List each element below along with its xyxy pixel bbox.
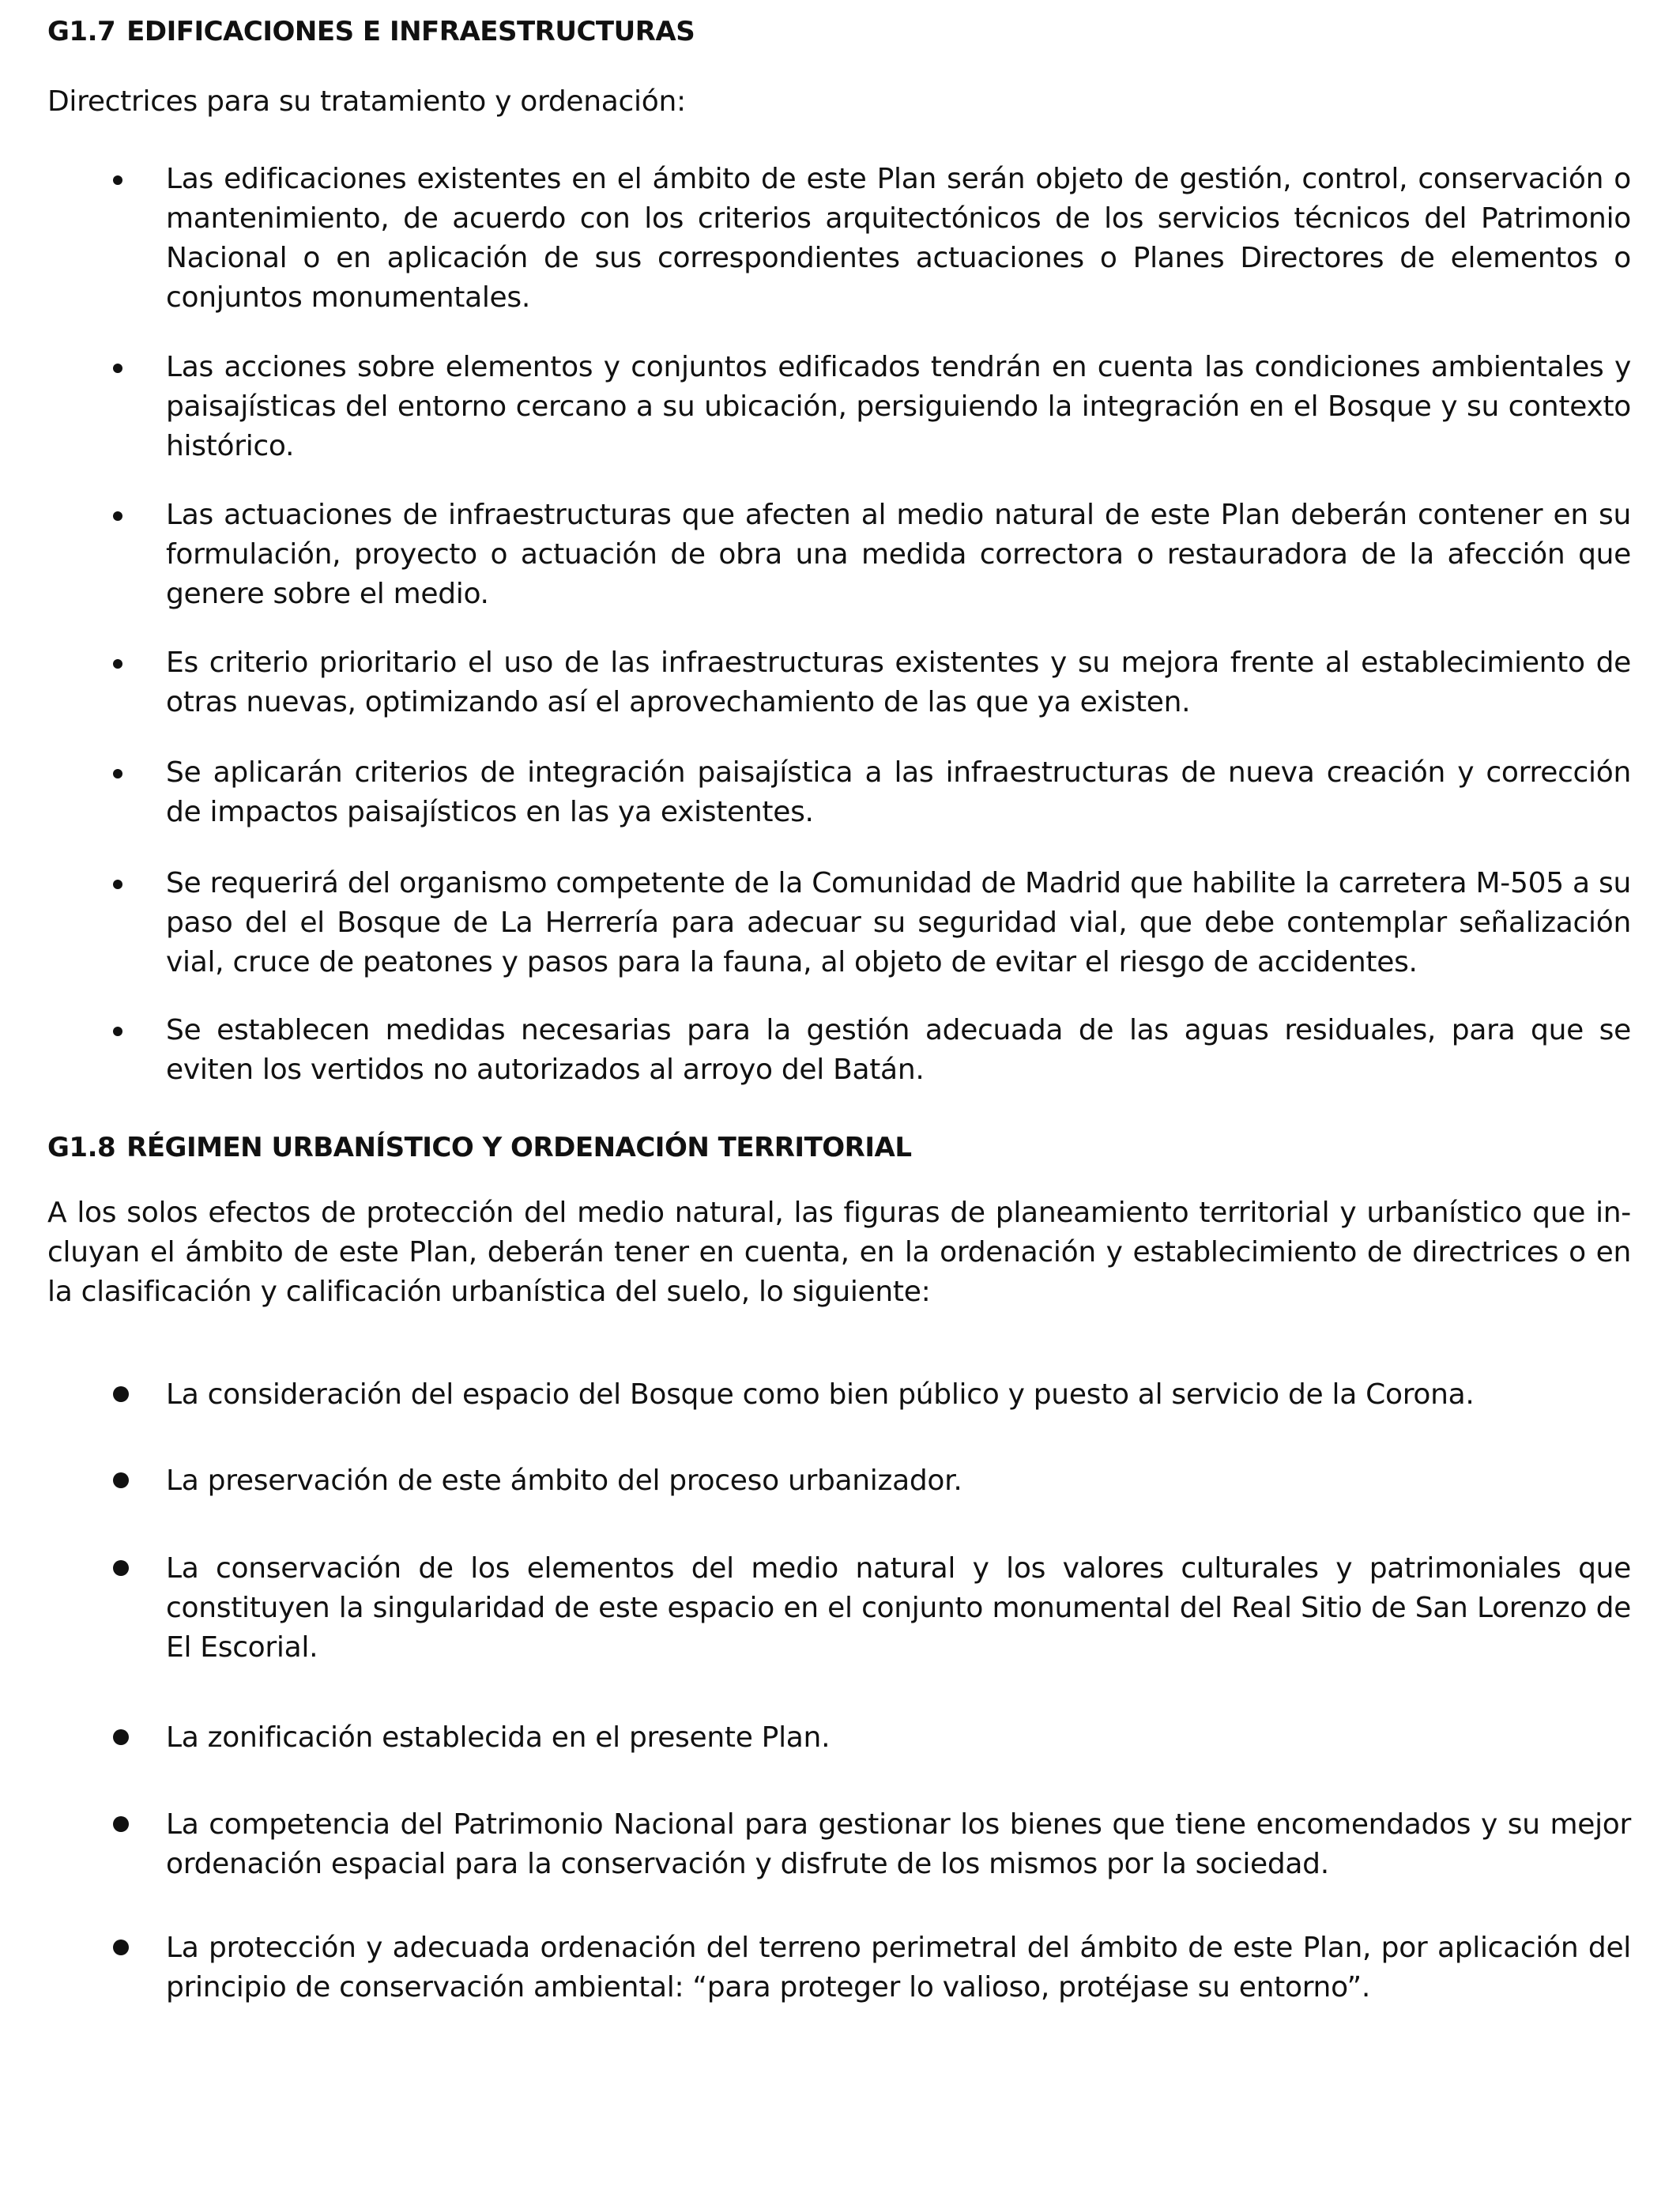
document-page (47, 0, 1631, 2194)
list-item-text: Las acciones sobre elementos y conjuntos edificados tendrán en cuenta las condiciones ambientales y paisajísticas del entorno cercano a su ubicación, persiguiendo la integración en el Bosque y su contexto histórico. (166, 351, 1631, 462)
bullet-icon (113, 1816, 129, 1832)
bullet-icon (113, 511, 122, 521)
bullet-icon (113, 364, 122, 373)
section-heading-g18 (47, 1132, 912, 1163)
list-item-text: La conservación de los elementos del medio natural y los valores culturales y patrimoniales que constituyen la singularidad de este espacio en el conjunto monumental del Real Sitio de San Lorenzo de El Escorial. (166, 1552, 1631, 1664)
section-number: G1.8 (47, 1132, 116, 1163)
list-item-text: La zonificación establecida en el presente Plan. (166, 1721, 831, 1754)
section-intro-g17: Directrices para su tratamiento y ordenación: (47, 85, 686, 118)
bullet-icon (113, 1386, 129, 1402)
section-title: EDIFICACIONES E INFRAESTRUCTURAS (126, 16, 695, 47)
list-item-text: Es criterio prioritario el uso de las infraestructuras existentes y su mejora frente al establecimiento de otras nuevas, optimizando así el aprovechamiento de las que ya existen. (166, 647, 1631, 718)
bullet-icon (113, 769, 122, 778)
section-intro-g18: A los solos efectos de protección del medio natural, las figuras de planeamiento territorial y urbanístico que in-cluyan el ámbito de este Plan, deberán tener en cuenta, en la ordenación y establecimiento de directrices o en la clasificación y calificación urbanística del suelo, lo siguiente: (47, 1197, 1631, 1308)
bullet-icon (113, 659, 122, 669)
section-number: G1.7 (47, 16, 116, 47)
bullet-icon (113, 1940, 129, 1955)
bullet-icon (113, 1729, 129, 1745)
bullet-icon (113, 880, 122, 889)
section-title: RÉGIMEN URBANÍSTICO Y ORDENACIÓN TERRITORIAL (126, 1132, 912, 1163)
list-item-text: Se requerirá del organismo competente de la Comunidad de Madrid que habilite la carretera M-505 a su paso del el Bosque de La Herrería para adecuar su seguridad vial, que debe contemplar señalización vial, cruce de peatones y pasos para la fauna, al objeto de evitar el riesgo de accidentes. (166, 867, 1631, 978)
list-item-text: Las edificaciones existentes en el ámbito de este Plan serán objeto de gestión, control, conservación o mantenimiento, de acuerdo con los criterios arquitectónicos de los servicios técnicos del Patrimonio Nacional o en aplicación de sus correspondientes actuaciones o Planes Directores de elementos o conjuntos monumentales. (166, 163, 1631, 314)
list-item-text: Se establecen medidas necesarias para la gestión adecuada de las aguas residuales, para que se eviten los vertidos no autorizados al arroyo del Batán. (166, 1014, 1631, 1086)
list-item-text: La competencia del Patrimonio Nacional para gestionar los bienes que tiene encomendados y su mejor ordenación espacial para la conservación y disfrute de los mismos por la sociedad. (166, 1808, 1631, 1880)
list-item-text: La protección y adecuada ordenación del terreno perimetral del ámbito de este Plan, por aplicación del principio de conservación ambiental: “para proteger lo valioso, protéjase su entorno”. (166, 1932, 1631, 2004)
bullet-icon (113, 1472, 129, 1488)
bullet-icon (113, 1027, 122, 1036)
list-item-text: Se aplicarán criterios de integración paisajística a las infraestructuras de nueva creación y corrección de impactos paisajísticos en las ya existentes. (166, 756, 1631, 828)
list-item-text: La consideración del espacio del Bosque como bien público y puesto al servicio de la Corona. (166, 1378, 1475, 1411)
list-item-text: Las actuaciones de infraestructuras que afecten al medio natural de este Plan deberán contener en su formulación, proyecto o actuación de obra una medida correctora o restauradora de la afección que genere sobre el medio. (166, 499, 1631, 610)
section-heading-g17 (47, 16, 695, 47)
bullet-icon (113, 175, 122, 185)
bullet-icon (113, 1560, 129, 1576)
list-item-text: La preservación de este ámbito del proceso urbanizador. (166, 1465, 962, 1497)
